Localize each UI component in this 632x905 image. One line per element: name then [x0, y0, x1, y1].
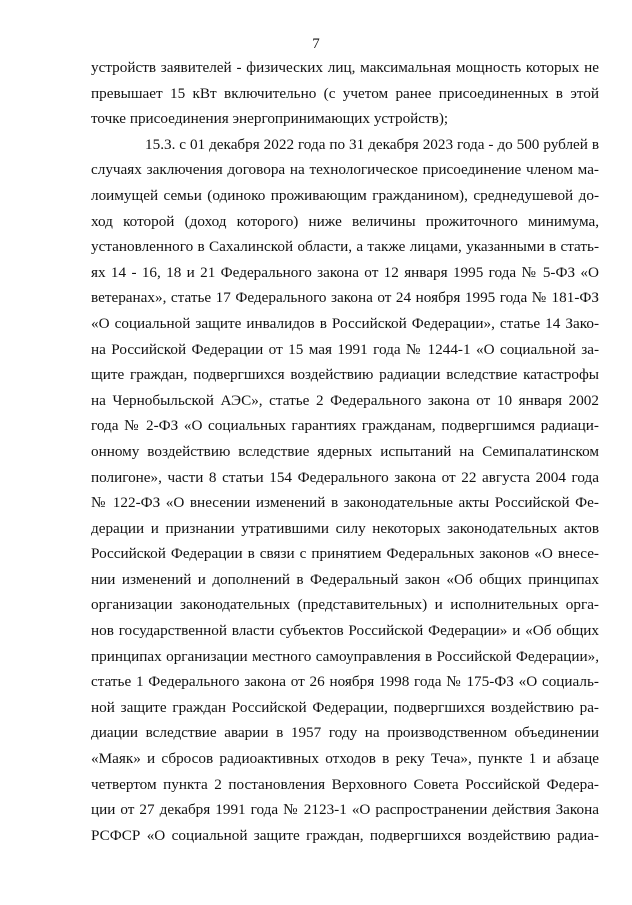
text-line: четвертом пункта 2 постановления Верховного Совета Российской Федера-: [91, 775, 599, 793]
text-line: «Маяк» и сбросов радиоактивных отходов в реку Теча», пункте 1 и абзаце: [91, 750, 599, 768]
text-line: диации вследствие аварии в 1957 году на производственном объединении: [91, 724, 599, 742]
text-line: полигоне», части 8 статьи 154 Федерального закона от 22 августа 2004 года: [91, 468, 599, 486]
text-line: щите граждан, подвергшихся воздействию радиации вследствие катастрофы: [91, 366, 599, 384]
text-line: принципах организации местного самоуправления в Российской Федерации»,: [91, 647, 599, 665]
document-body: [91, 55, 599, 848]
text-line: ход которой (доход которого) ниже величины прожиточного минимума,: [91, 212, 599, 230]
text-line: «О социальной защите инвалидов в Российской Федерации», статье 14 Зако-: [91, 314, 599, 332]
page-number: 7: [312, 36, 320, 52]
text-line: года № 2-ФЗ «О социальных гарантиях гражданам, подвергшимся радиаци-: [91, 417, 599, 435]
text-line: устройств заявителей - физических лиц, максимальная мощность которых не: [91, 59, 599, 76]
text-line: ветеранах», статье 17 Федерального закона от 24 ноября 1995 года № 181-ФЗ: [91, 289, 599, 307]
text-line: РСФСР «О социальной защите граждан, подвергшихся воздействию радиа-: [91, 826, 599, 844]
text-line: установленного в Сахалинской области, а также лицами, указанными в стать-: [91, 238, 599, 256]
text-line: ной защите граждан Российской Федерации, подвергшихся воздействию ра-: [91, 698, 599, 716]
text-line: дерации и признании утратившими силу некоторых законодательных актов: [91, 519, 599, 537]
text-line: статье 1 Федерального закона от 26 ноября 1998 года № 175-ФЗ «О социаль-: [91, 673, 599, 691]
text-line: № 122-ФЗ «О внесении изменений в законодательные акты Российской Фе-: [91, 494, 599, 512]
text-line: онному воздействию вследствие ядерных испытаний на Семипалатинском: [91, 442, 599, 460]
text-line: случаях заключения договора на технологическое присоединение членом ма-: [91, 161, 599, 179]
text-line: нов государственной власти субъектов Российской Федерации» и «Об общих: [91, 622, 599, 640]
text-line: организации законодательных (представительных) и исполнительных орга-: [91, 596, 599, 614]
text-line: нии изменений и дополнений в Федеральный закон «Об общих принципах: [91, 570, 599, 588]
text-line: точке присоединения энергопринимающих устройств);: [91, 110, 449, 128]
text-line: превышает 15 кВт включительно (с учетом ранее присоединенных в этой: [91, 84, 599, 102]
text-line: лоимущей семьи (одиноко проживающим гражданином), среднедушевой до-: [91, 186, 599, 204]
text-line: ях 14 - 16, 18 и 21 Федерального закона от 12 января 1995 года № 5-ФЗ «О: [91, 263, 599, 281]
text-line: 15.3. с 01 декабря 2022 года по 31 декабря 2023 года - до 500 рублей в: [145, 135, 599, 153]
text-line: на Чернобыльской АЭС», статье 2 Федерального закона от 10 января 2002: [91, 391, 599, 409]
text-line: на Российской Федерации от 15 мая 1991 года № 1244-1 «О социальной за-: [91, 340, 599, 358]
text-line: Российской Федерации в связи с принятием Федеральных законов «О внесе-: [91, 545, 599, 563]
text-line: ции от 27 декабря 1991 года № 2123-1 «О распространении действия Закона: [91, 801, 599, 819]
